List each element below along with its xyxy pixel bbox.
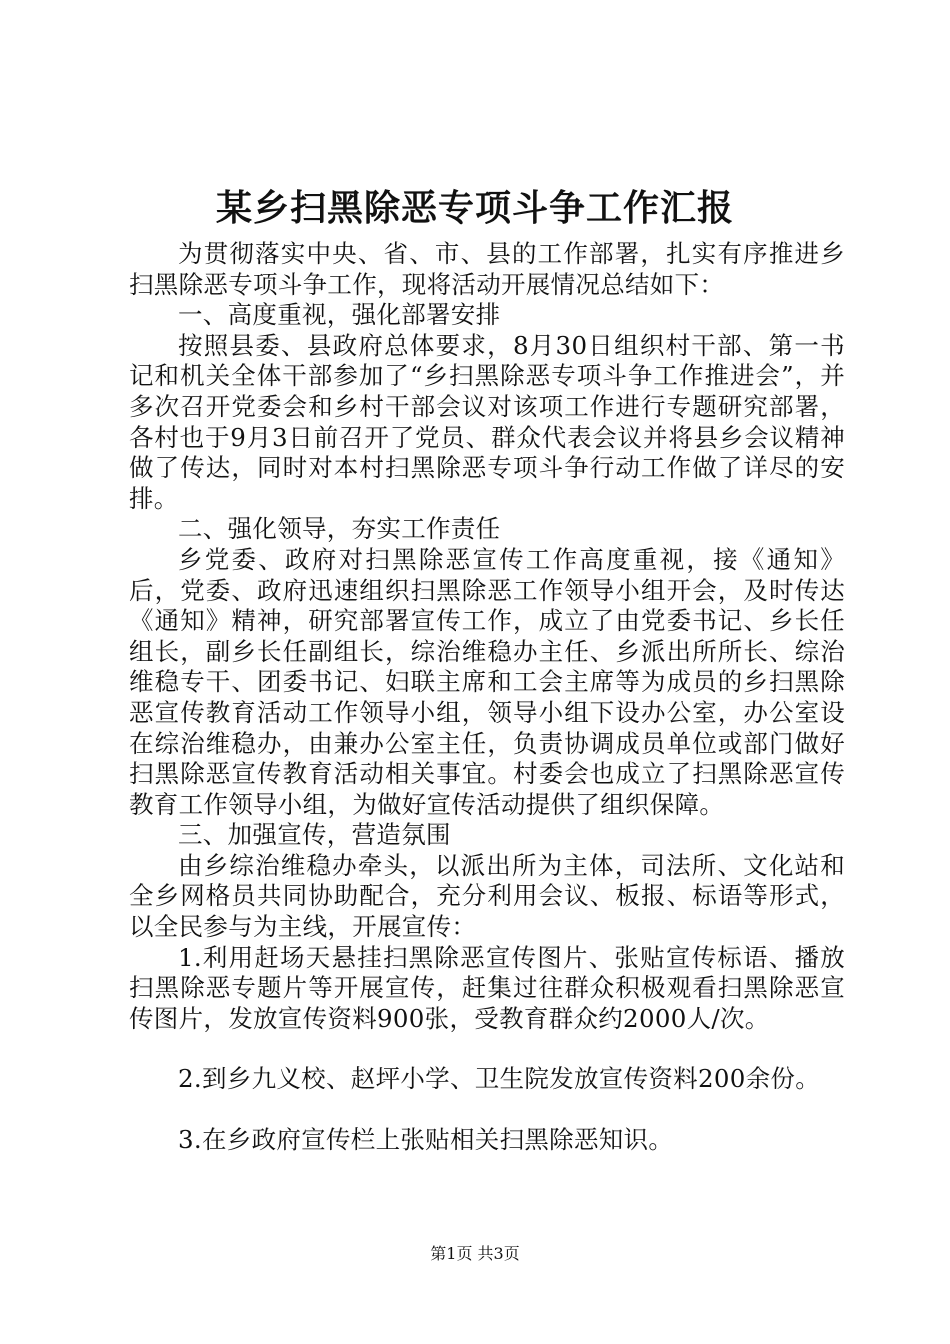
section-paragraph-3: 由乡综治维稳办牵头，以派出所为主体，司法所、文化站和全乡网格员共同协助配合，充分利用会议、板报、标语等形式，以全民参与为主线，开展宣传： bbox=[129, 850, 845, 942]
section-heading-3: 三、加强宣传，营造氛围 bbox=[178, 820, 451, 850]
section-heading-1: 一、高度重视，强化部署安排 bbox=[178, 300, 501, 330]
page-number-footer: 第1页 共3页 bbox=[430, 1244, 520, 1263]
section-heading-2: 二、强化领导，夯实工作责任 bbox=[178, 514, 501, 544]
document-title: 某乡扫黑除恶专项斗争工作汇报 bbox=[215, 187, 734, 229]
list-item-2: 2.到乡九义校、赵坪小学、卫生院发放宣传资料200余份。 bbox=[178, 1064, 821, 1094]
list-item-3: 3.在乡政府宣传栏上张贴相关扫黑除恶知识。 bbox=[178, 1125, 674, 1155]
intro-paragraph: 为贯彻落实中央、省、市、县的工作部署，扎实有序推进乡扫黑除恶专项斗争工作，现将活动开展情况总结如下： bbox=[129, 239, 845, 299]
section-paragraph-2: 乡党委、政府对扫黑除恶宣传工作高度重视，接《通知》后，党委、政府迅速组织扫黑除恶工作领导小组开会，及时传达《通知》精神，研究部署宣传工作，成立了由党委书记、乡长任组长，副乡长任副组长，综治维稳办主任、乡派出所所长、综治维稳专干、团委书记、妇联主席和工会主席等为成员的乡扫黑除恶宣传教育活动工作领导小组，领导小组下设办公室，办公室设在综治维稳办，由兼办公室主任，负责协调成员单位或部门做好扫黑除恶宣传教育活动相关事宜。村委会也成立了扫黑除恶宣传教育工作领导小组，为做好宣传活动提供了组织保障。 bbox=[129, 544, 845, 819]
document-body bbox=[129, 239, 845, 1156]
section-paragraph-1: 按照县委、县政府总体要求，8月30日组织村干部、第一书记和机关全体干部参加了“乡扫黑除恶专项斗争工作推进会”，并多次召开党委会和乡村干部会议对该项工作进行专题研究部署，各村也于9月3日前召开了党员、群众代表会议并将县乡会议精神做了传达，同时对本村扫黑除恶专项斗争行动工作做了详尽的安排。 bbox=[129, 330, 845, 513]
list-item-1: 1.利用赶场天悬挂扫黑除恶宣传图片、张贴宣传标语、播放扫黑除恶专题片等开展宣传，赶集过往群众积极观看扫黑除恶宣传图片，发放宣传资料900张，受教育群众约2000人/次。 bbox=[129, 942, 845, 1033]
